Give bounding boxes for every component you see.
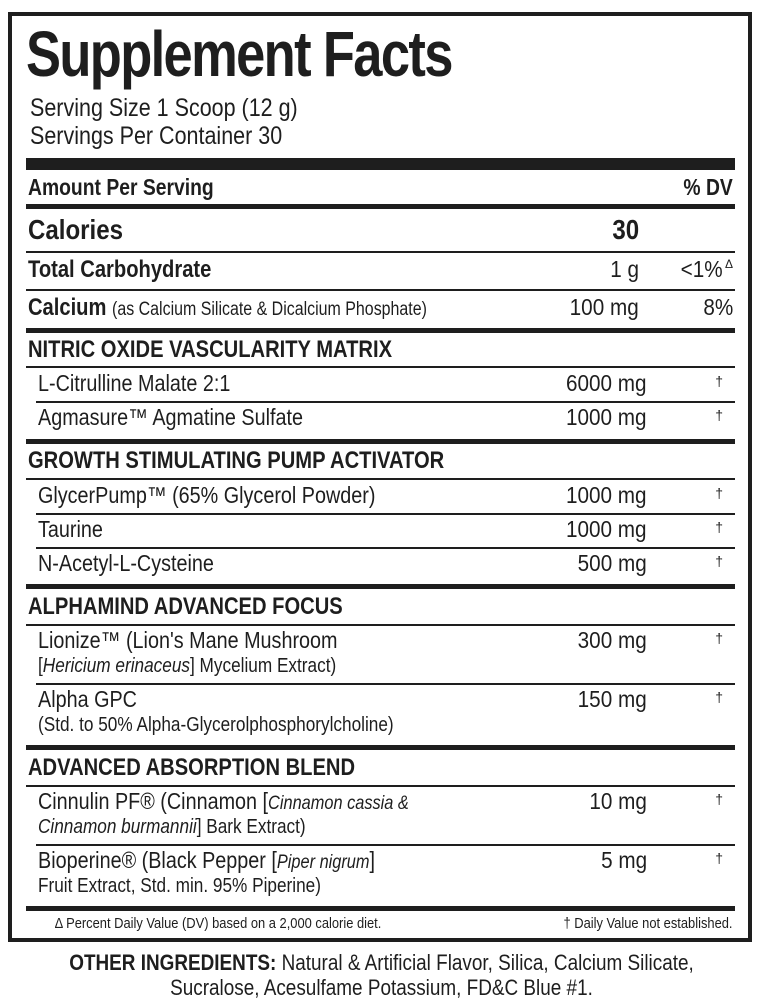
delta-footnote-mark: Δ [724,257,733,271]
divider [26,584,735,589]
divider-thin [36,401,735,403]
latin-name: Hericium erinaceus [42,655,190,677]
nutrient-amount: 30 [612,214,639,245]
divider [26,745,735,750]
dagger-mark: † [715,630,723,646]
ingredient-amount: 150 mg [577,686,647,712]
latin-name: Cinnamon cassia & [268,793,409,814]
dagger-mark: † [715,553,723,569]
ingredient-amount: 10 mg [589,788,647,814]
dv-header: % DV [683,174,733,200]
ingredient-name [38,790,409,813]
latin-name: Cinnamon burmannii [38,816,197,838]
dagger-mark: † [715,485,723,501]
footnote-not-established: † Daily Value not established. [563,915,733,932]
serving-size: Serving Size 1 Scoop (12 g) [30,94,298,122]
panel-title: Supplement Facts [26,18,452,90]
ingredient-amount: 1000 mg [566,482,647,508]
divider [26,328,735,333]
ingredient-amount: 500 mg [577,550,647,576]
section-title: ADVANCED ABSORPTION BLEND [28,754,356,781]
nutrient-amount: 100 mg [569,294,639,320]
divider-thin [26,785,735,787]
dagger-mark: † [715,791,723,807]
nutrient-amount: 1 g [610,256,639,282]
footnote-daily-value: Δ Percent Daily Value (DV) based on a 2,000 calorie diet. [54,915,382,932]
nutrient-name: Total Carbohydrate [28,256,212,283]
ingredient-name-end: ] [369,847,376,873]
ingredient-detail: [Hericium erinaceus] Mycelium Extract) [38,655,337,677]
divider-thin [36,547,735,549]
ingredient-amount: 1000 mg [566,404,647,430]
dagger-mark: † [715,407,723,423]
divider-thin [26,251,735,253]
divider-thick [26,158,735,170]
ingredient-name: Taurine [38,516,103,542]
ingredient-name-text: Cinnulin PF® (Cinnamon [ [38,788,269,814]
divider [26,204,735,209]
ingredient-amount: 300 mg [577,627,647,653]
ingredient-amount: 6000 mg [566,370,647,396]
ingredient-name: GlycerPump™ (65% Glycerol Powder) [38,482,376,508]
ingredient-name: L-Citrulline Malate 2:1 [38,370,231,396]
section-title: GROWTH STIMULATING PUMP ACTIVATOR [28,447,445,474]
divider-thin [26,624,735,626]
ingredient-name: N-Acetyl-L-Cysteine [38,550,214,576]
ingredient-detail-rest: ] Mycelium Extract) [189,655,337,677]
servings-per-container: Servings Per Container 30 [30,122,283,150]
ingredient-name-text: Bioperine® (Black Pepper [ [38,847,277,873]
other-ingredients [53,950,709,1000]
ingredient-name: Agmasure™ Agmatine Sulfate [38,404,303,430]
divider-thin [36,683,735,685]
ingredient-detail-rest: ] Bark Extract) [196,816,306,838]
other-ingredients-line2: Sucralose, Acesulfame Potassium, FD&C Blue #1. [170,975,593,1000]
ingredient-name: Lionize™ (Lion's Mane Mushroom [38,627,338,653]
divider-thin [36,513,735,515]
dagger-mark: † [715,850,723,866]
ingredient-detail: (Std. to 50% Alpha-Glycerolphosphorylcholine) [38,714,394,736]
nutrient-detail: (as Calcium Silicate & Dicalcium Phosphate) [112,299,427,320]
ingredient-name: Alpha GPC [38,686,137,712]
divider [26,439,735,444]
ingredient-name [38,849,375,872]
dagger-mark: † [715,519,723,535]
ingredient-detail [38,817,306,837]
divider-thin [26,366,735,368]
nutrient-name: Calories [28,214,124,245]
latin-name: Piper nigrum [276,852,370,873]
amount-per-serving-header: Amount Per Serving [28,174,214,200]
divider [26,906,735,911]
nutrient-dv: <1% [680,256,723,282]
nutrient-dv: 8% [703,294,733,320]
ingredient-detail: Fruit Extract, Std. min. 95% Piperine) [38,875,321,897]
ingredient-amount: 5 mg [600,847,647,873]
other-ingredients-line1: Natural & Artificial Flavor, Silica, Calcium Silicate, [276,950,694,975]
divider-thin [26,289,735,291]
section-title: ALPHAMIND ADVANCED FOCUS [28,593,343,620]
nutrient-name-text: Calcium [28,294,107,321]
divider-thin [26,478,735,480]
supplement-facts-panel [8,12,752,942]
divider-thin [36,844,735,846]
dagger-mark: † [715,689,723,705]
dagger-mark: † [715,373,723,389]
ingredient-amount: 1000 mg [566,516,647,542]
nutrient-name [28,296,427,320]
other-ingredients-label: OTHER INGREDIENTS: [69,950,277,975]
section-title: NITRIC OXIDE VASCULARITY MATRIX [28,336,393,363]
